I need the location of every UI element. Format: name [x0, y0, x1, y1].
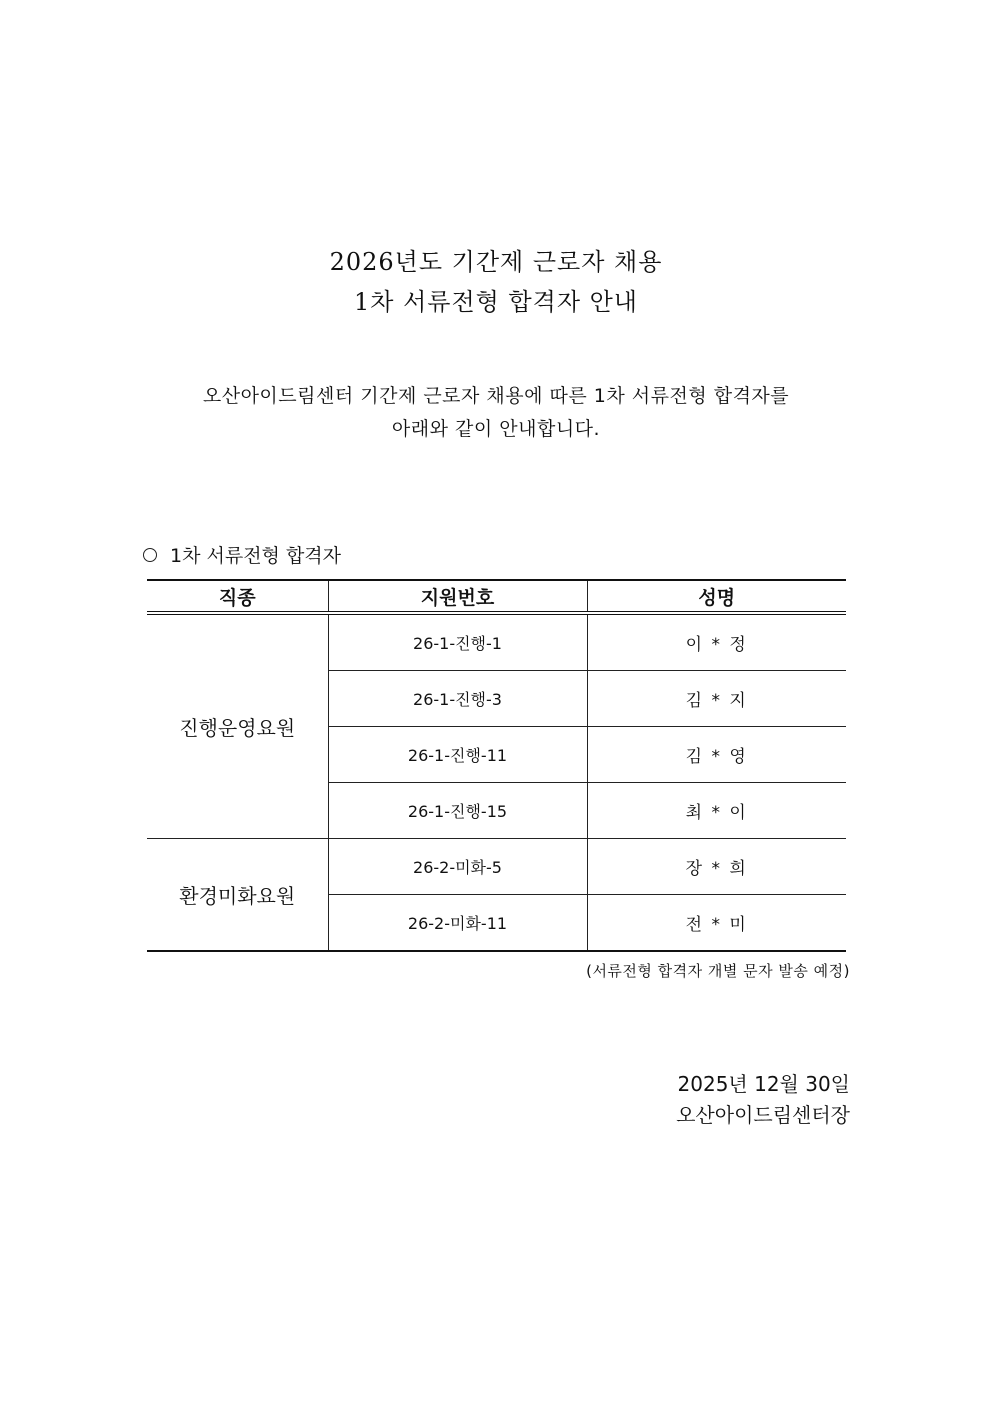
header-job-type: 직종 — [147, 580, 328, 613]
table-header-row — [147, 580, 846, 613]
category-cell: 환경미화요원 — [147, 839, 328, 952]
application-number-cell: 26-1-진행-11 — [328, 727, 587, 783]
name-cell: 김 * 영 — [587, 727, 846, 783]
application-number-cell: 26-1-진행-1 — [328, 613, 587, 671]
table-row — [147, 613, 846, 671]
header-name: 성명 — [587, 580, 846, 613]
name-cell: 최 * 이 — [587, 783, 846, 839]
section-heading — [143, 541, 341, 568]
name-cell: 장 * 희 — [587, 839, 846, 895]
header-application-number: 지원번호 — [328, 580, 587, 613]
intro-line2: 아래와 같이 안내합니다. — [391, 418, 601, 440]
application-number-cell: 26-1-진행-3 — [328, 671, 587, 727]
intro-line1: 오산아이드림센터 기간제 근로자 채용에 따른 1차 서류전형 합격자를 — [202, 385, 790, 407]
notification-note: (서류전형 합격자 개별 문자 발송 예정) — [586, 962, 850, 980]
issuer-name: 오산아이드림센터장 — [676, 1103, 850, 1127]
document-title-line1: 2026년도 기간제 근로자 채용 — [329, 248, 663, 276]
table-row — [147, 839, 846, 895]
issue-date: 2025년 12월 30일 — [677, 1072, 850, 1096]
application-number-cell: 26-2-미화-5 — [328, 839, 587, 895]
document-title-line2: 1차 서류전형 합격자 안내 — [354, 288, 638, 316]
application-number-cell: 26-1-진행-15 — [328, 783, 587, 839]
name-cell: 전 * 미 — [587, 895, 846, 952]
name-cell: 김 * 지 — [587, 671, 846, 727]
category-cell: 진행운영요원 — [147, 613, 328, 839]
application-number-cell: 26-2-미화-11 — [328, 895, 587, 952]
section-heading-text: 1차 서류전형 합격자 — [170, 545, 341, 567]
circle-bullet-icon — [143, 548, 157, 562]
applicant-table — [147, 579, 846, 952]
name-cell: 이 * 정 — [587, 613, 846, 671]
